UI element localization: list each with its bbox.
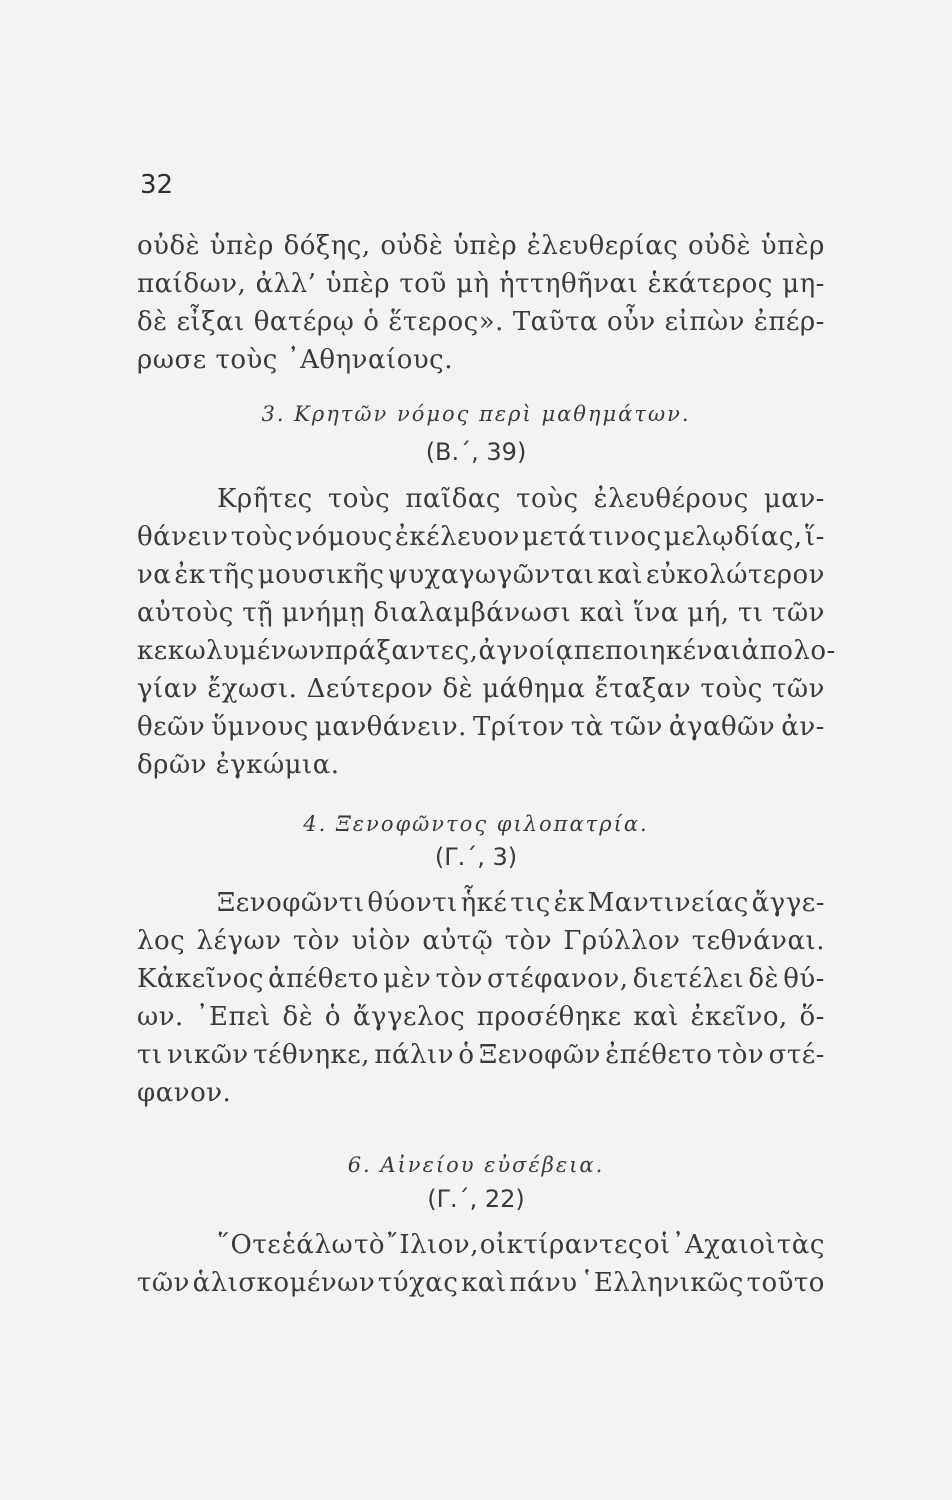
text-line: ρωσε τοὺς ᾿Αθηναίους. bbox=[137, 345, 453, 375]
text-line: δὲ εἶξαι θατέρῳ ὁ ἕτερος». Ταῦτα οὖν εἰπὼν ἐπέρ- bbox=[137, 307, 825, 337]
text-line: ῞Οτε ἑάλω τὸ ῎Ιλιον, οἰκτίραντες οἱ ᾿Αχαιοὶ τὰς bbox=[217, 1230, 825, 1260]
section-reference: (Γ.΄, 22) bbox=[427, 1185, 525, 1213]
section-title: 6. Αἰνείου εὐσέβεια. bbox=[347, 1153, 605, 1177]
intro-paragraph bbox=[137, 227, 825, 379]
text-line: δρῶν ἐγκώμια. bbox=[137, 750, 340, 780]
text-line: οὐδὲ ὑπὲρ δόξης, οὐδὲ ὑπὲρ ἐλευθερίας οὐδὲ ὑπὲρ bbox=[137, 231, 825, 261]
text-line: αὐτοὺς τῇ μνήμῃ διαλαμβάνωσι καὶ ἵνα μή, τι τῶν bbox=[137, 598, 825, 628]
section-paragraph bbox=[137, 1226, 825, 1302]
text-line: Ξενοφῶντι θύοντι ἧκέ τις ἐκ Μαντινείας ἄγγε- bbox=[217, 888, 825, 918]
page-number: 32 bbox=[140, 170, 174, 200]
text-line: θάνειν τοὺς νόμους ἐκέλευον μετά τινος μελῳδίας, ἵ- bbox=[137, 522, 825, 552]
section-reference: (Γ.΄, 3) bbox=[434, 843, 518, 871]
section-title: 4. Ξενοφῶντος φιλοπατρία. bbox=[303, 812, 649, 836]
text-line: τῶν ἁλισκομένων τύχας καὶ πάνυ ῾Ελληνικῶς τοῦτο bbox=[137, 1268, 825, 1298]
section-title: 3. Κρητῶν νόμος περὶ μαθημάτων. bbox=[261, 402, 691, 426]
text-line: λος λέγων τὸν υἱὸν αὐτῷ τὸν Γρύλλον τεθνάναι. bbox=[137, 926, 825, 956]
text-line: παίδων, ἀλλ’ ὑπὲρ τοῦ μὴ ἡττηθῆναι ἑκάτερος μη- bbox=[137, 269, 825, 299]
section-paragraph bbox=[137, 480, 836, 784]
text-line: κεκωλυμένων πράξαντες, ἀγνοίᾳ πεποιηκέναι ἀπολο- bbox=[137, 636, 836, 666]
text-line: θεῶν ὕμνους μανθάνειν. Τρίτον τὰ τῶν ἀγαθῶν ἀν- bbox=[137, 712, 825, 742]
text-line: Κἀκεῖνος ἀπέθετο μὲν τὸν στέφανον, διετέλει δὲ θύ- bbox=[137, 964, 825, 994]
text-line: Κρῆτες τοὺς παῖδας τοὺς ἐλευθέρους μαν- bbox=[217, 484, 825, 514]
text-line: ων. ᾿Επεὶ δὲ ὁ ἄγγελος προσέθηκε καὶ ἐκεῖνο, ὅ- bbox=[137, 1002, 825, 1032]
section-reference: (Β.΄, 39) bbox=[425, 438, 527, 466]
text-line: να ἐκ τῆς μουσικῆς ψυχαγωγῶνται καὶ εὐκολώτερον bbox=[137, 560, 825, 590]
text-line: τι νικῶν τέθνηκε, πάλιν ὁ Ξενοφῶν ἐπέθετο τὸν στέ- bbox=[137, 1040, 825, 1070]
text-line: γίαν ἔχωσι. Δεύτερον δὲ μάθημα ἔταξαν τοὺς τῶν bbox=[137, 674, 825, 704]
text-line: φανον. bbox=[137, 1078, 232, 1108]
section-paragraph bbox=[137, 884, 825, 1112]
